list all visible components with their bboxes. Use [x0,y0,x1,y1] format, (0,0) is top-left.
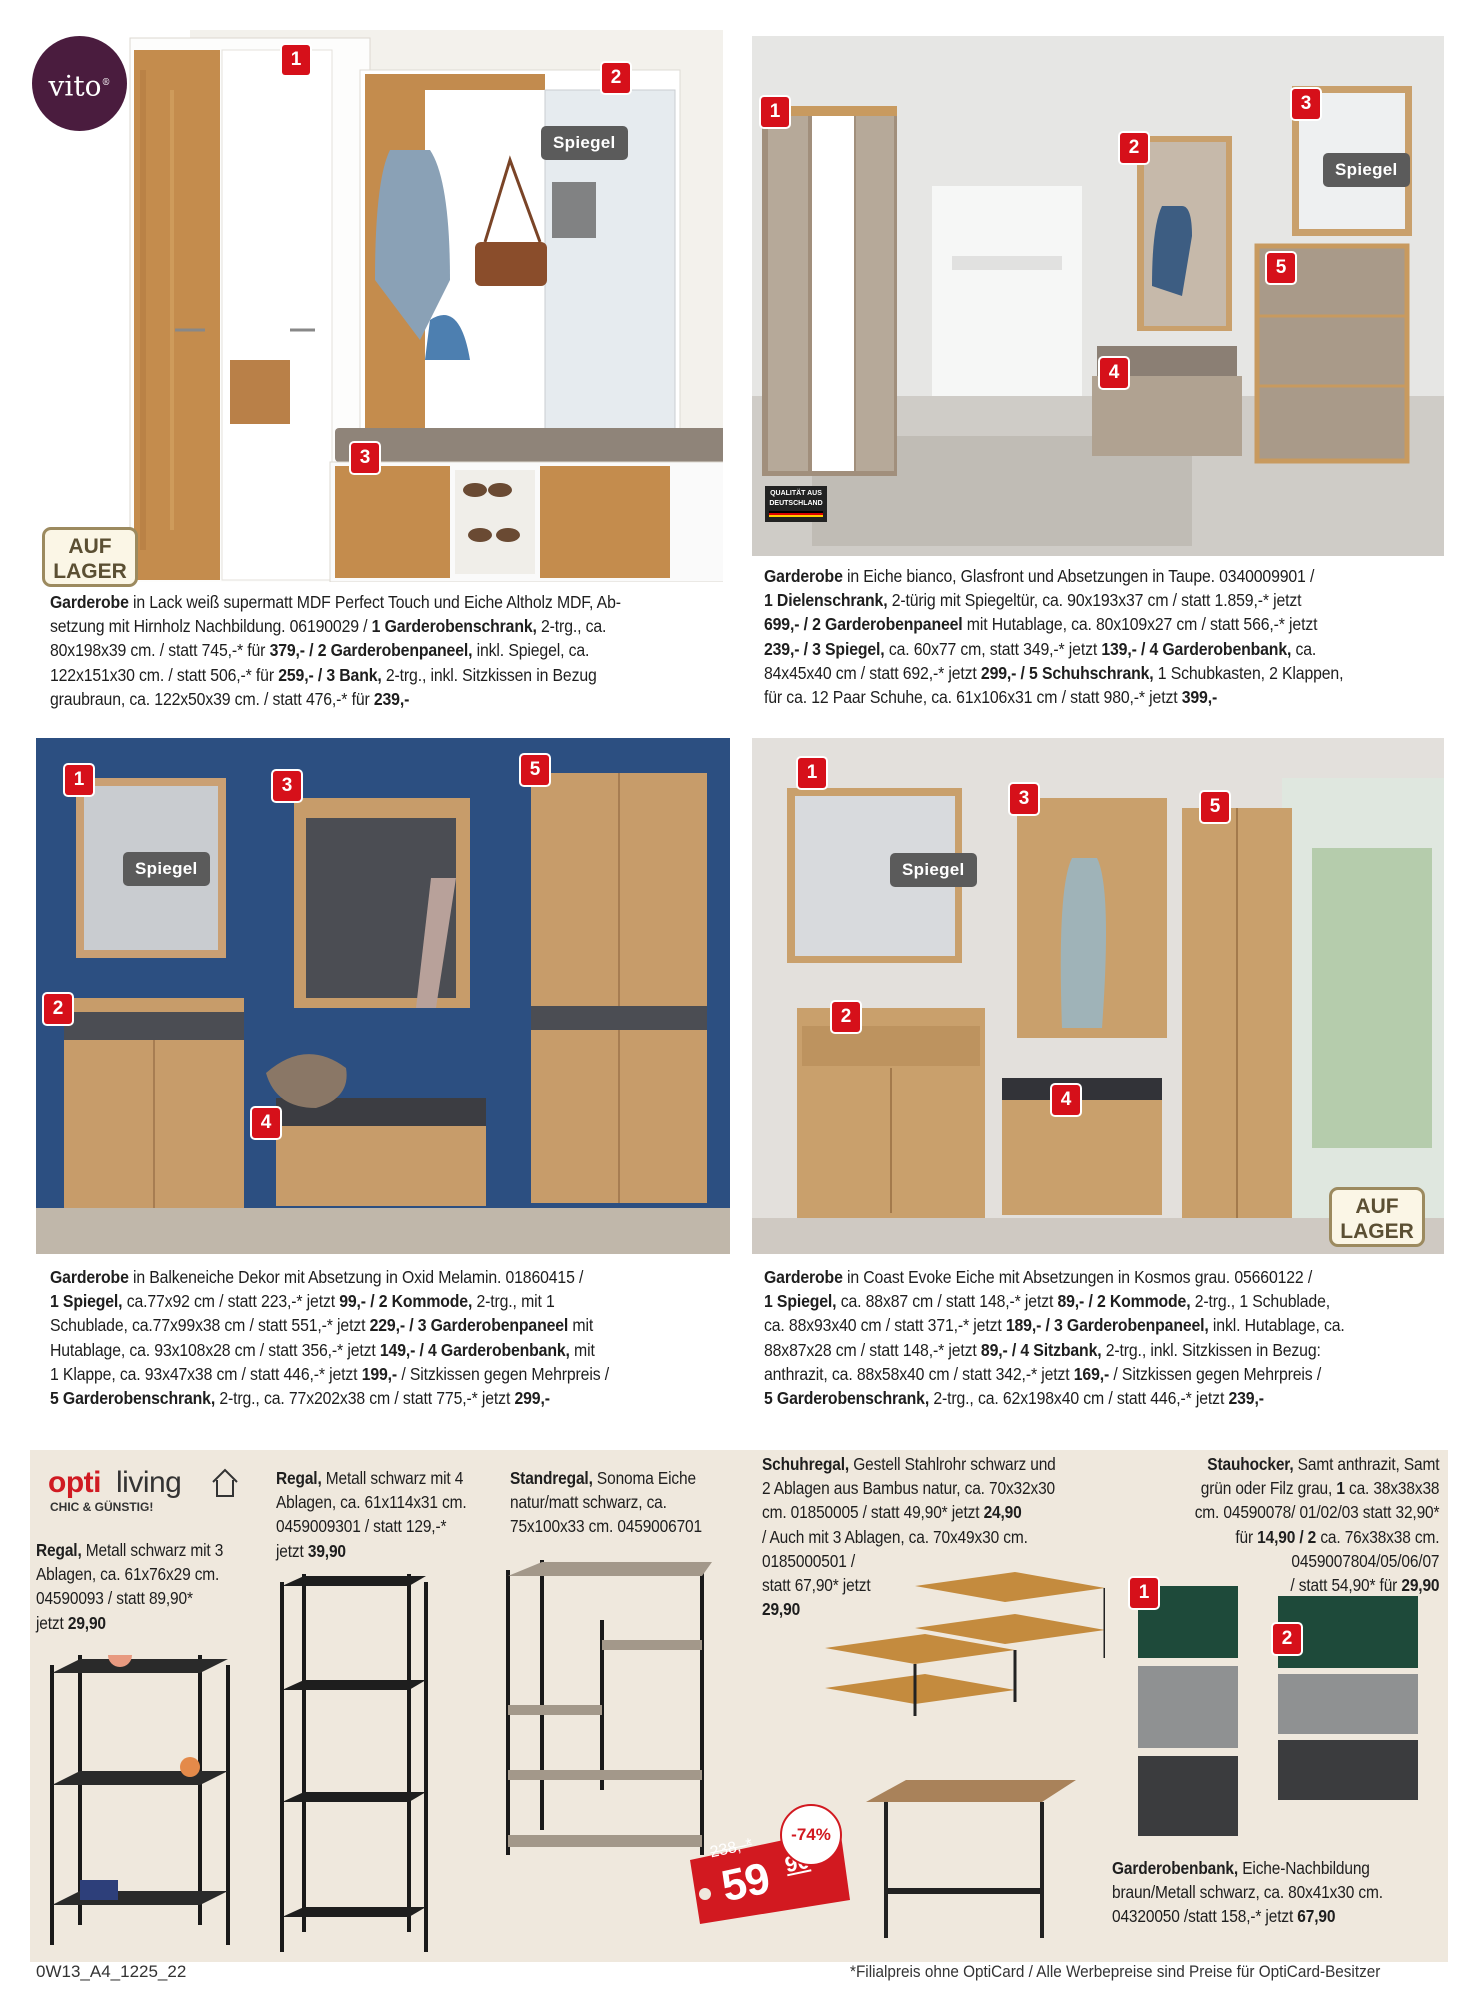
desc-line: Garderobe in Coast Evoke Eiche mit Absetzungen in Kosmos grau. 05660122 / [764,1267,1313,1287]
desc-line: 5 Garderobenschrank, 2-trg., ca. 77x202x38 cm / statt 775,-* jetzt 299,- [50,1388,550,1409]
desc-line: 1 Spiegel, ca. 88x87 cm / statt 148,-* jetzt 89,- / 2 Kommode, 2-trg., 1 Schublade, [764,1291,1330,1312]
desc-line: Garderobe in Balkeneiche Dekor mit Absetzung in Oxid Melamin. 01860415 / [50,1267,584,1287]
product-description-3 [50,1265,609,1410]
desc-line: graubraun, ca. 122x50x39 cm. / statt 476,-* für 239,- [50,688,410,709]
marker-1: 1 [798,758,826,788]
marker-2: 2 [1273,1624,1301,1654]
marker-2: 2 [602,63,630,93]
german-flag-icon [769,511,823,517]
desc-line: 1 Spiegel, ca.77x92 cm / statt 223,-* jetzt 99,- / 2 Kommode, 2-trg., mit 1 [50,1291,555,1312]
desc-line: ca. 88x93x40 cm / statt 371,-* jetzt 189,- / 3 Garderobenpaneel, inkl. Hutablage, ca. [764,1315,1345,1336]
marker-3: 3 [1292,89,1320,119]
regal-4-description: Regal, Metall schwarz mit 4 Ablagen, ca. 61x114x31 cm. 0459009301 / statt 129,-* jetzt 39,90 [276,1468,467,1561]
schuhregal-description: Schuhregal, Gestell Stahlrohr schwarz und 2 Ablagen aus Bambus natur, ca. 70x32x30 cm. 01850005 / statt 49,90* jetzt 24,90 / Auch mit 3 Ablagen, ca. 70x49x30 cm. 0185000501 / statt 67,90* jetzt 29,90 [762,1454,1056,1620]
desc-line: anthrazit, ca. 88x58x40 cm / statt 342,-* jetzt 169,- / Sitzkissen gegen Mehrpreis / [764,1363,1322,1384]
house-icon [212,1468,238,1498]
living-logo-text: living [116,1466,182,1499]
desc-line: 88x87x28 cm / statt 148,-* jetzt 89,- / 4 Sitzbank, 2-trg., inkl. Sitzkissen in Bezug: [764,1339,1321,1360]
opti-living-logo [48,1466,248,1518]
spiegel-label: Spiegel [1323,153,1410,187]
marker-1: 1 [761,97,789,127]
marker-5: 5 [1201,792,1229,822]
old-price: 238,-* [708,1835,754,1862]
photo-illustration [36,738,730,1254]
product-photo-garderobe-balkeneiche [36,738,730,1254]
photo-illustration [752,738,1444,1254]
regal-4-image [274,1572,434,1957]
marker-4: 4 [1052,1085,1080,1115]
desc-line: 1 Klappe, ca. 93x47x38 cm / statt 446,-* jetzt 199,- / Sitzkissen gegen Mehrpreis / [50,1363,610,1384]
desc-line: für ca. 12 Paar Schuhe, ca. 61x106x31 cm / statt 980,-* jetzt 399,- [764,687,1218,708]
marker-1: 1 [65,765,93,795]
product-description-1 [50,590,621,711]
spiegel-label: Spiegel [541,126,628,160]
auf-text: AUF [68,535,112,558]
marker-5: 5 [521,755,549,785]
opti-slogan: CHIC & GÜNSTIG! [50,1500,154,1514]
desc-line: 122x151x30 cm. / statt 506,-* für 259,- / 3 Bank, 2-trg., inkl. Sitzkissen in Bezug [50,664,597,685]
photo-illustration [30,30,723,582]
stauhocker-description: Stauhocker, Samt anthrazit, Samt grün oder Filz grau, 1 ca. 38x38x38 cm. 04590078/ 01/02/03 statt 32,90* für 14,90 / 2 ca. 76x38x38 cm. 0459007804/05/06/07 / statt 54,90* für 29,90 [1194,1454,1440,1596]
spiegel-label: Spiegel [123,852,210,886]
discount-text: -74% [791,1825,831,1844]
marker-2: 2 [1120,133,1148,163]
discount-badge [780,1804,842,1866]
marker-3: 3 [1010,784,1038,814]
desc-line: Garderobe in Lack weiß supermatt MDF Perfect Touch und Eiche Altholz MDF, Ab- [50,592,621,612]
price-euros: 59 [717,1853,774,1912]
footer-note: *Filialpreis ohne OptiCard / Alle Werbepreise sind Preise für OptiCard-Besitzer [850,1962,1381,1981]
product-photo-garderobe-eiche-bianco [752,36,1444,556]
standregal-description: Standregal, Sonoma Eiche natur/matt schwarz, ca. 75x100x33 cm. 0459006701 [510,1468,702,1537]
desc-line: Schublade, ca.77x99x38 cm / statt 551,-* jetzt 229,- / 3 Garderobenpaneel mit [50,1315,594,1336]
desc-line: Garderobe in Eiche bianco, Glasfront und Absetzungen in Taupe. 0340009901 / [764,566,1315,586]
opti-logo-text: opti [48,1466,101,1499]
stauhocker-image [1128,1576,1428,1836]
marker-1: 1 [1130,1578,1158,1608]
vito-logo: vito® [32,36,127,131]
quality-text-2: DEUTSCHLAND [769,500,823,507]
garderobenbank-image [866,1780,1076,1940]
desc-line: 5 Garderobenschrank, 2-trg., ca. 62x198x40 cm / statt 446,-* jetzt 239,- [764,1388,1264,1409]
auf-lager-badge [1329,1187,1425,1247]
standregal-image [502,1560,712,1860]
marker-4: 4 [1100,358,1128,388]
desc-line: 84x45x40 cm / statt 692,-* jetzt 299,- / 5 Schuhschrank, 1 Schubkasten, 2 Klappen, [764,662,1344,683]
marker-2: 2 [44,994,72,1024]
lager-text: LAGER [1340,1220,1414,1243]
desc-line: 239,- / 3 Spiegel, ca. 60x77 cm, statt 349,-* jetzt 139,- / 4 Garderobenbank, ca. [764,638,1317,659]
vito-logo-text: vito [48,69,102,103]
lager-text: LAGER [53,560,127,583]
garderobenbank-description: Garderobenbank, Eiche-Nachbildung braun/Metall schwarz, ca. 80x41x30 cm. 04320050 /statt 158,-* jetzt 67,90 [1112,1858,1383,1927]
quality-germany-badge [765,486,827,522]
desc-line: setzung mit Hirnholz Nachbildung. 06190029 / 1 Garderobenschrank, 2-trg., ca. [50,616,607,637]
schuhregal-image [815,1568,1105,1718]
regal-3-description: Regal, Metall schwarz mit 3 Ablagen, ca. 61x76x29 cm. 04590093 / statt 89,90* jetzt 29,90 [36,1540,224,1633]
product-photo-garderobe-coast-evoke [752,738,1444,1254]
marker-3: 3 [273,771,301,801]
marker-4: 4 [252,1108,280,1138]
product-description-4 [764,1265,1345,1410]
spiegel-label: Spiegel [890,853,977,887]
marker-3: 3 [351,443,379,473]
desc-line: 80x198x39 cm. / statt 745,-* für 379,- / 2 Garderobenpaneel, inkl. Spiegel, ca. [50,640,590,661]
marker-1: 1 [282,45,310,75]
photo-illustration [752,36,1444,556]
auf-lager-badge [42,527,138,587]
product-description-2 [764,564,1343,709]
desc-line: 1 Dielenschrank, 2-türig mit Spiegeltür, ca. 90x193x37 cm / statt 1.859,-* jetzt [764,590,1302,611]
desc-line: Hutablage, ca. 93x108x28 cm / statt 356,-* jetzt 149,- / 4 Garderobenbank, mit [50,1339,595,1360]
footer-code: 0W13_A4_1225_22 [36,1962,187,1981]
regal-3-image [40,1655,240,1955]
quality-text-1: QUALITÄT AUS [770,490,822,497]
marker-2: 2 [832,1002,860,1032]
marker-5: 5 [1267,253,1295,283]
product-photo-garderobe-vito [30,30,723,582]
auf-text: AUF [1355,1195,1399,1218]
desc-line: 699,- / 2 Garderobenpaneel mit Hutablage, ca. 80x109x27 cm / statt 566,-* jetzt [764,614,1318,635]
